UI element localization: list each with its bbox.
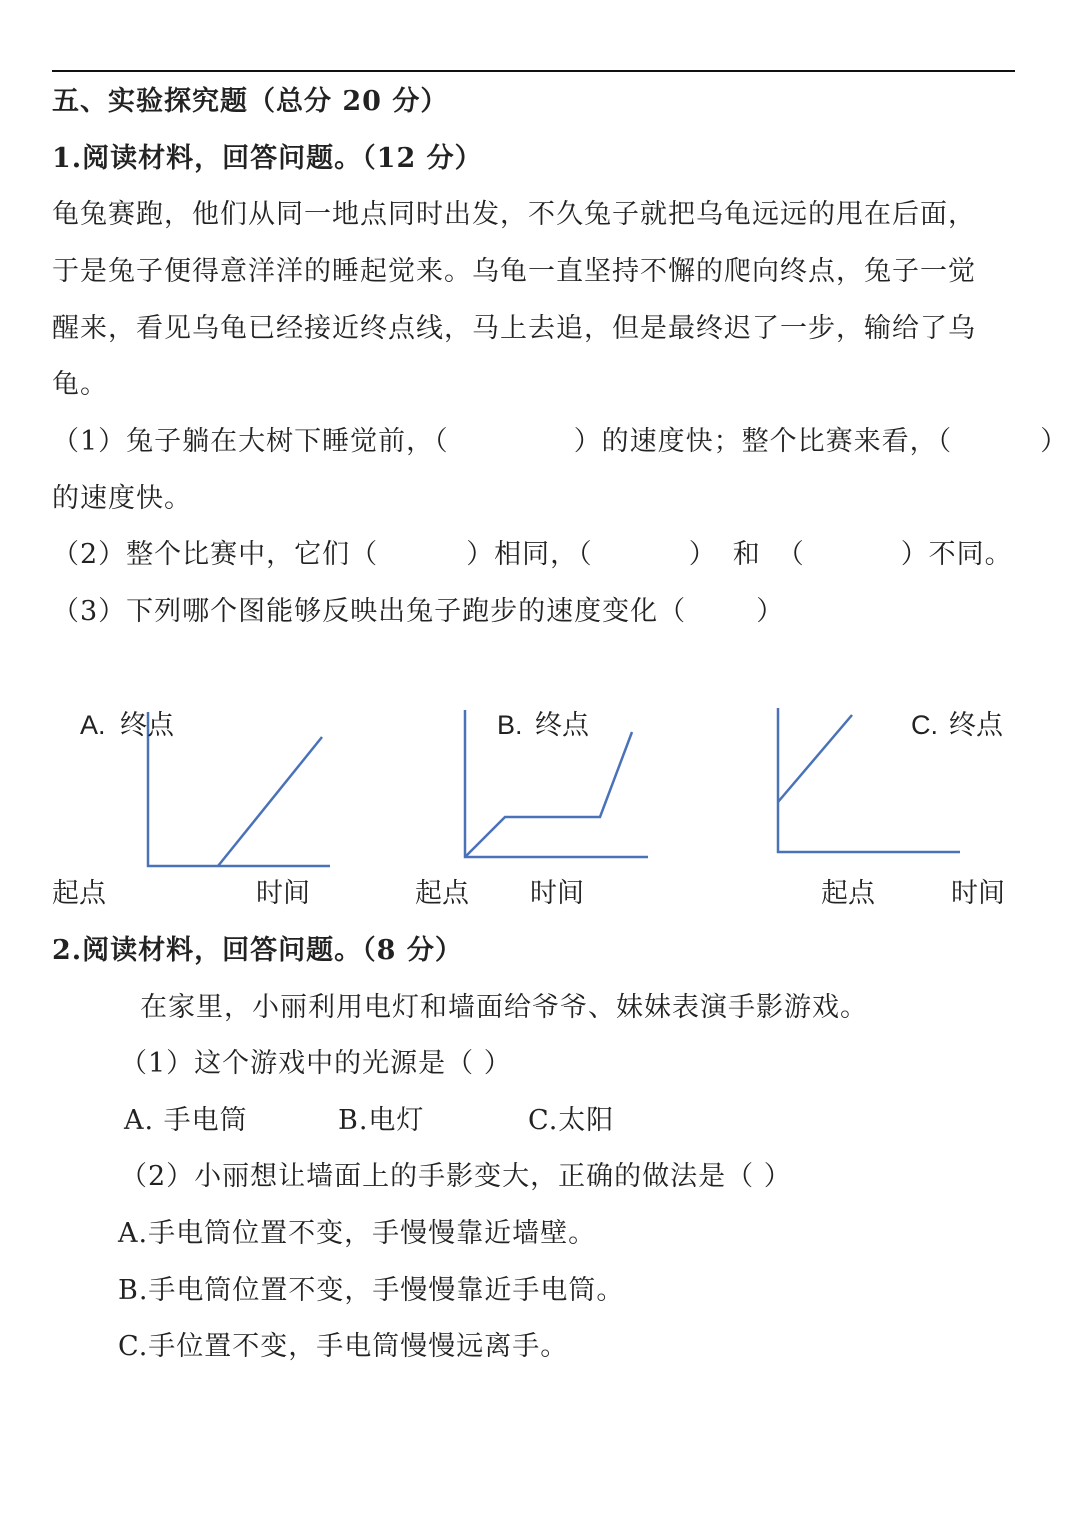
section-title: 五、实验探究题（总分 20 分） [52, 86, 449, 117]
q1-title: 1.阅读材料，回答问题。（12 分） [52, 143, 483, 174]
q2-sub1: （1）这个游戏中的光源是（ ） [120, 1048, 512, 1079]
q2-sub1-option-b[interactable]: B.电灯 [338, 1105, 425, 1136]
graph-c-line [778, 715, 852, 802]
q1-sub2-text-e: （ [776, 539, 805, 570]
graph-b-letter[interactable]: B. [497, 710, 523, 740]
graph-b-start-label: 起点 [415, 878, 469, 909]
graph-b-line [465, 732, 632, 857]
story-line: 龟兔赛跑，他们从同一地点同时出发，不久兔子就把乌龟远远的甩在后面， [52, 199, 976, 230]
q1-sub1-text-b: ）的速度快；整个比赛来看，（ [573, 426, 953, 457]
graph-a [148, 712, 330, 866]
graph-c-letter[interactable]: C. [911, 710, 938, 740]
graph-a-end-label: 终点 [120, 710, 174, 740]
q2-sub1-option-a[interactable]: A. 手电筒 [124, 1105, 248, 1136]
q1-sub2 [52, 535, 1013, 575]
q1-sub2-text-d: 和 [732, 539, 761, 570]
q1-sub2-text-f: ）不同。 [900, 539, 1013, 570]
story-line: 醒来，看见乌龟已经接近终点线，马上去追，但是最终迟了一步，输给了乌 [52, 313, 976, 344]
graph-a-start-label: 起点 [52, 878, 106, 909]
q2-sub2: （2）小丽想让墙面上的手影变大，正确的做法是（ ） [120, 1161, 792, 1192]
story-line: 龟。 [52, 369, 108, 400]
top-rule [52, 70, 1015, 72]
q1-sub1 [52, 422, 1068, 462]
graph-b-time-label: 时间 [530, 878, 584, 909]
graph-c-end-label: 终点 [949, 710, 1003, 740]
q2-sub2-option-b[interactable]: B.手电筒位置不变，手慢慢靠近手电筒。 [118, 1275, 625, 1306]
q1-sub1-text-c: ） [1040, 426, 1069, 457]
graph-c-start-label: 起点 [821, 878, 875, 909]
q1-sub1-text-a: （1）兔子躺在大树下睡觉前，（ [52, 426, 449, 457]
q1-sub2-text-a: （2）整个比赛中，它们（ [52, 539, 379, 570]
q2-title: 2.阅读材料，回答问题。（8 分） [52, 935, 463, 966]
graph-a-letter[interactable]: A. [80, 710, 106, 740]
graph-b-end-label: 终点 [535, 710, 589, 740]
graph-a-axes [148, 712, 330, 866]
story-line: 于是兔子便得意洋洋的睡起觉来。乌龟一直坚持不懈的爬向终点，兔子一觉 [52, 256, 976, 287]
q1-sub3 [52, 592, 784, 632]
q2-sub2-option-c[interactable]: C.手位置不变，手电筒慢慢远离手。 [118, 1331, 569, 1362]
q2-sub2-option-a[interactable]: A.手电筒位置不变，手慢慢靠近墙壁。 [118, 1218, 597, 1249]
q2-sub1-option-c[interactable]: C.太阳 [528, 1105, 615, 1136]
q1-sub3-end: ） [756, 596, 785, 627]
graph-c-time-label: 时间 [951, 878, 1005, 909]
q1-sub3-text: （3）下列哪个图能够反映出兔子跑步的速度变化（ [52, 596, 687, 627]
q1-sub2-text-b: ）相同，（ [466, 539, 593, 570]
q1-sub1-cont: 的速度快。 [52, 483, 192, 514]
graph-a-line [218, 737, 322, 866]
q1-sub2-text-c: ） [688, 539, 717, 570]
q2-intro: 在家里，小丽利用电灯和墙面给爷爷、妹妹表演手影游戏。 [140, 992, 868, 1023]
graph-a-time-label: 时间 [256, 878, 310, 909]
